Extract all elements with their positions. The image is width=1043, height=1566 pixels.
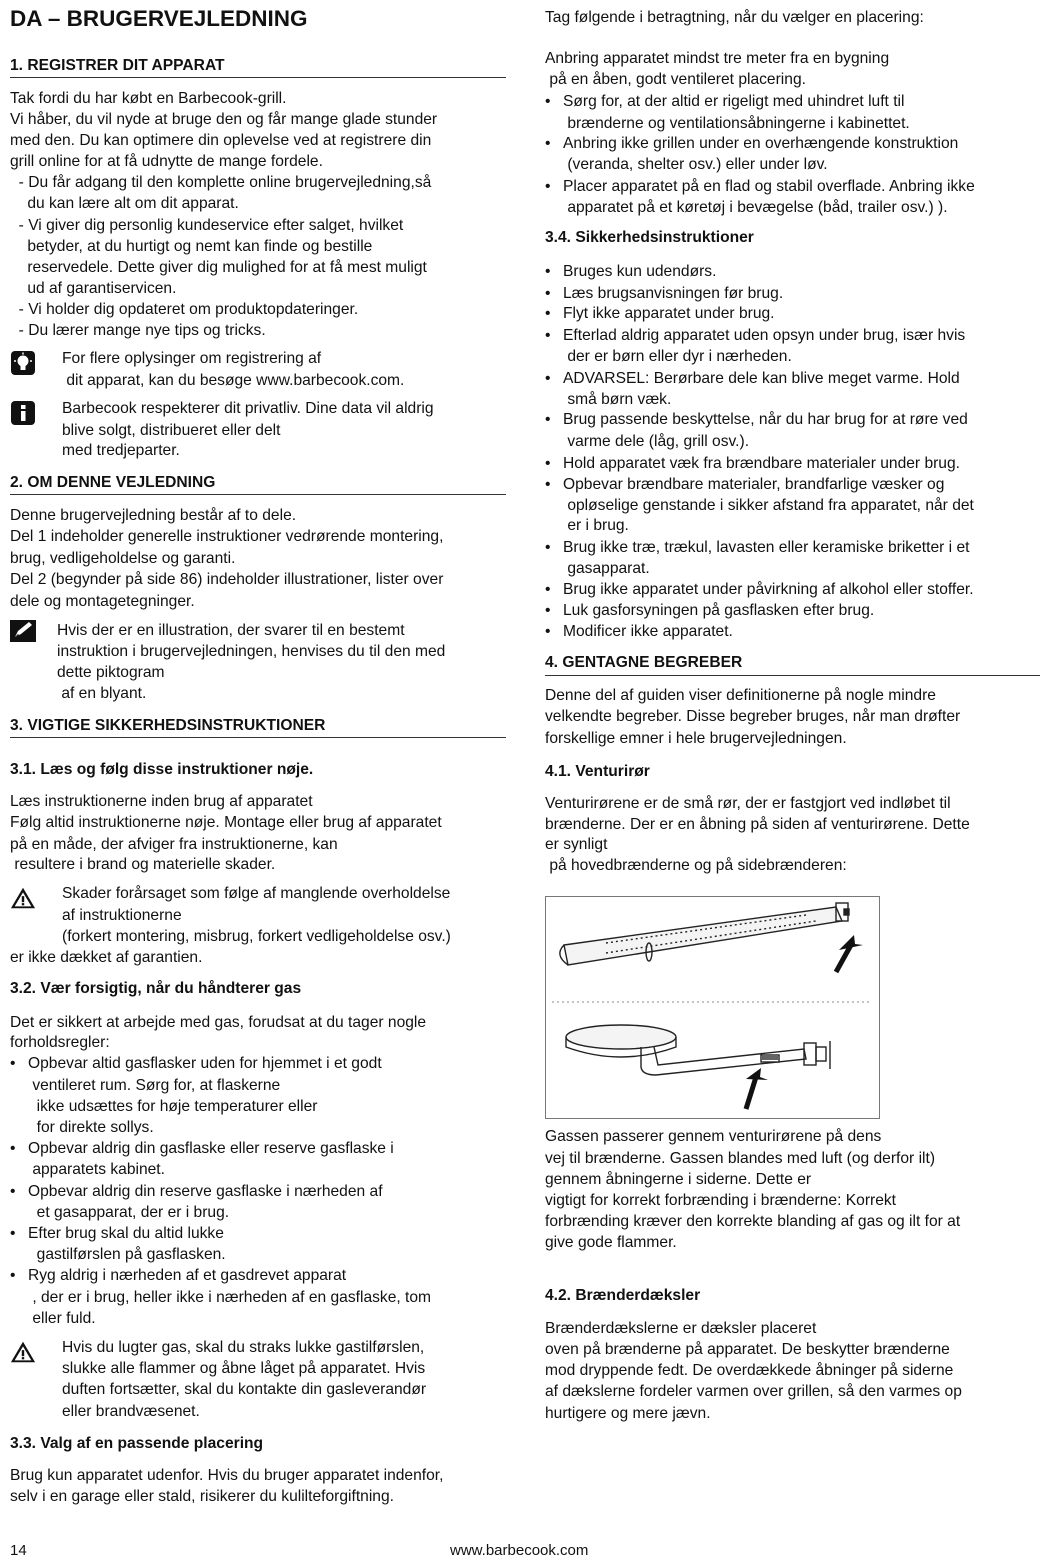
s41-after-line: vej til brænderne. Gassen blandes med luft (og derfor ilt) [545, 1150, 936, 1167]
s41-after-line: forbrænding kræver den korrekte blanding af gas og ilt for at [545, 1213, 961, 1230]
bullet-dot: • [545, 285, 551, 302]
s33-right-intro: Tag følgende i betragtning, når du vælger en placering: [545, 9, 924, 26]
s1-line: - Du lærer mange nye tips og tricks. [10, 322, 266, 339]
s34-bullet-line: Bruges kun udendørs. [563, 263, 717, 280]
bullet-dot: • [545, 623, 551, 640]
s33-right-line: på en åben, godt ventileret placering. [545, 71, 806, 88]
s33-right-line: Anbring apparatet mindst tre meter fra en bygning [545, 50, 890, 67]
s1-line: Vi håber, du vil nyde at bruge den og får mange glade stunder [10, 111, 438, 128]
s34-bullet-line: Flyt ikke apparatet under brug. [563, 305, 775, 322]
s34-bullet-line: er i brug. [563, 517, 629, 534]
pencil-icon [10, 620, 36, 642]
s33-bullet-line: (veranda, shelter osv.) eller under løv. [563, 156, 828, 173]
s42-line: Brænderdækslerne er dæksler placeret [545, 1320, 817, 1337]
bullet-dot: • [10, 1225, 16, 1242]
section-3-heading: 3. VIGTIGE SIKKERHEDSINSTRUKTIONER [10, 717, 326, 734]
s34-bullet-line: Brug ikke træ, trækul, lavasten eller keramiske briketter i et [563, 539, 970, 556]
warning-line: Hvis du lugter gas, skal du straks lukke gastilførslen, [62, 1339, 425, 1356]
info-line: Barbecook respekterer dit privatliv. Dine data vil aldrig [62, 400, 434, 417]
s42-line: oven på brænderne på apparatet. De beskytter brænderne [545, 1341, 950, 1358]
s41-line: brænderne. Der er en åbning på siden af venturirørene. Dette [545, 816, 970, 833]
warning-line: duften fortsætter, skal du kontakte din gasleverandør [62, 1381, 427, 1398]
page-title: DA – BRUGERVEJLEDNING [10, 6, 308, 31]
pencil-line: instruktion i brugervejledningen, henvises du til den med [57, 643, 446, 660]
subsection-3-2-heading: 3.2. Vær forsigtig, når du håndterer gas [10, 980, 302, 997]
bullet-dot: • [545, 411, 551, 428]
subsection-3-4-heading: 3.4. Sikkerhedsinstruktioner [545, 229, 754, 246]
section-4-rule [545, 675, 1040, 676]
s32-bullet-line: Opbevar aldrig din gasflaske eller reserve gasflaske i [28, 1140, 394, 1157]
s1-line: grill online for at få udnytte de mange fordele. [10, 153, 323, 170]
s33-line: Brug kun apparatet udenfor. Hvis du bruger apparatet indenfor, [10, 1467, 444, 1484]
s34-bullet-line: opløselige genstande i sikker afstand fra apparatet, når det [563, 497, 974, 514]
section-2-rule [10, 494, 506, 495]
venturi-drawing [546, 897, 879, 1118]
s32-bullet-line: Ryg aldrig i nærheden af et gasdrevet apparat [28, 1267, 347, 1284]
s32-bullet-line: ikke udsættes for høje temperaturer eller [28, 1098, 318, 1115]
s1-line: du kan lære alt om dit apparat. [10, 195, 239, 212]
section-1-rule [10, 77, 506, 78]
pencil-line: af en blyant. [57, 685, 147, 702]
section-2-heading: 2. OM DENNE VEJLEDNING [10, 474, 216, 491]
bullet-dot: • [10, 1267, 16, 1284]
s1-line: med den. Du kan optimere din oplevelse ved at registrere din [10, 132, 432, 149]
pencil-line: dette piktogram [57, 664, 165, 681]
bullet-dot: • [545, 602, 551, 619]
s1-line: - Vi giver dig personlig kundeservice efter salget, hvilket [10, 217, 404, 234]
s42-line: af dækslerne fordeler varmen over grillen, så den varmes op [545, 1383, 962, 1400]
s32-line: forholdsregler: [10, 1034, 110, 1051]
s32-bullet-line: eller fuld. [28, 1310, 96, 1327]
bullet-dot: • [545, 370, 551, 387]
bullet-dot: • [10, 1055, 16, 1072]
section-1-heading: 1. REGISTRER DIT APPARAT [10, 57, 225, 74]
s34-bullet-line: Luk gasforsyningen på gasflasken efter brug. [563, 602, 875, 619]
s41-after-line: give gode flammer. [545, 1234, 677, 1251]
bullet-dot: • [545, 263, 551, 280]
s1-line: Tak fordi du har købt en Barbecook-grill. [10, 90, 287, 107]
s32-bullet-line: apparatets kabinet. [28, 1161, 165, 1178]
s1-line: - Vi holder dig opdateret om produktopdateringer. [10, 301, 359, 318]
s4-line: velkendte begreber. Disse begreber bruges, når man drøfter [545, 708, 961, 725]
pencil-line: Hvis der er en illustration, der svarer til en bestemt [57, 622, 405, 639]
bullet-dot: • [545, 455, 551, 472]
s34-bullet-line: gasapparat. [563, 560, 650, 577]
subsection-3-1-heading: 3.1. Læs og følg disse instruktioner nøje. [10, 761, 314, 778]
s41-line: på hovedbrænderne og på sidebrænderen: [545, 857, 847, 874]
bullet-dot: • [545, 305, 551, 322]
s41-after-line: gennem åbningerne i siderne. Dette er [545, 1171, 812, 1188]
s42-line: hurtigere og mere jævn. [545, 1405, 711, 1422]
s33-bullet-line: apparatet på et køretøj i bevægelse (båd, trailer osv.) ). [563, 199, 948, 216]
s34-bullet-line: små børn væk. [563, 391, 672, 408]
s31-line: er ikke dækket af garantien. [10, 949, 203, 966]
warning-line: af instruktionerne [62, 907, 182, 924]
warning-line: eller brandvæsenet. [62, 1403, 200, 1420]
s34-bullet-line: Brug passende beskyttelse, når du har brug for at røre ved [563, 411, 968, 428]
s4-line: Denne del af guiden viser definitionerne på nogle mindre [545, 687, 936, 704]
bullet-dot: • [545, 581, 551, 598]
s4-line: forskellige emner i hele brugervejledningen. [545, 730, 847, 747]
s34-bullet-line: der er børn eller dyr i nærheden. [563, 348, 792, 365]
s41-line: er synligt [545, 836, 608, 853]
warning-line: slukke alle flammer og åbne låget på apparatet. Hvis [62, 1360, 426, 1377]
subsection-3-3-heading: 3.3. Valg af en passende placering [10, 1435, 264, 1452]
s32-bullet-line: et gasapparat, der er i brug. [28, 1204, 230, 1221]
warning-line: (forkert montering, misbrug, forkert vedligeholdelse osv.) [62, 928, 451, 945]
s33-bullet-line: Placer apparatet på en flad og stabil overflade. Anbring ikke [563, 178, 975, 195]
page-number: 14 [10, 1542, 27, 1559]
s34-bullet-line: Efterlad aldrig apparatet uden opsyn under brug, især hvis [563, 327, 966, 344]
section-4-heading: 4. GENTAGNE BEGREBER [545, 654, 743, 671]
s1-line: - Du får adgang til den komplette online brugervejledning,så [10, 174, 432, 191]
s34-bullet-line: Opbevar brændbare materialer, brandfarlige væsker og [563, 476, 945, 493]
s1-line: reservedele. Dette giver dig mulighed for at få mest muligt [10, 259, 427, 276]
bullet-dot: • [545, 327, 551, 344]
s2-line: dele og montagetegninger. [10, 593, 195, 610]
footer-website-link[interactable]: www.barbecook.com [450, 1542, 589, 1559]
s2-line: Del 2 (begynder på side 86) indeholder illustrationer, lister over [10, 571, 444, 588]
warning-icon [10, 1339, 36, 1365]
s34-bullet-line: varme dele (låg, grill osv.). [563, 433, 750, 450]
bullet-dot: • [545, 539, 551, 556]
s31-line: Følg altid instruktionerne nøje. Montage eller brug af apparatet [10, 814, 442, 831]
warning-line: Skader forårsaget som følge af manglende overholdelse [62, 885, 451, 902]
s34-bullet-line: Brug ikke apparatet under påvirkning af alkohol eller stoffer. [563, 581, 974, 598]
s34-bullet-line: Læs brugsanvisningen før brug. [563, 285, 784, 302]
s1-line: betyder, at du hurtigt og nemt kan finde og bestille [10, 238, 373, 255]
s32-bullet-line: gastilførslen på gasflasken. [28, 1246, 226, 1263]
s31-line: Læs instruktionerne inden brug af apparatet [10, 793, 313, 810]
s34-bullet-line: ADVARSEL: Berørbare dele kan blive meget varme. Hold [563, 370, 960, 387]
s41-line: Venturirørene er de små rør, der er fastgjort ved indløbet til [545, 795, 951, 812]
s31-line: på en måde, der afviger fra instruktionerne, kan [10, 836, 338, 853]
s33-bullet-line: brænderne og ventilationsåbningerne i kabinettet. [563, 115, 910, 132]
bullet-dot: • [545, 178, 551, 195]
s33-line: selv i en garage eller stald, risikerer du kulilteforgiftning. [10, 1488, 394, 1505]
s32-bullet-line: Opbevar altid gasflasker uden for hjemmet i et godt [28, 1055, 382, 1072]
subsection-4-2-heading: 4.2. Brænderdæksler [545, 1287, 701, 1304]
s33-bullet-line: Sørg for, at der altid er rigeligt med uhindret luft til [563, 93, 905, 110]
s32-bullet-line: Efter brug skal du altid lukke [28, 1225, 224, 1242]
s32-bullet-line: , der er i brug, heller ikke i nærheden af en gasflaske, tom [28, 1289, 432, 1306]
tip-line: dit apparat, kan du besøge www.barbecook.com. [62, 372, 405, 389]
s41-after-line: Gassen passerer gennem venturirørene på dens [545, 1128, 882, 1145]
subsection-4-1-heading: 4.1. Venturirør [545, 763, 650, 780]
bullet-dot: • [545, 476, 551, 493]
s42-line: mod dryppende fedt. De overdækkede åbninger på siderne [545, 1362, 954, 1379]
s34-bullet-line: Modificer ikke apparatet. [563, 623, 733, 640]
s2-line: Del 1 indeholder generelle instruktioner vedrørende montering, [10, 528, 444, 545]
s2-line: Denne brugervejledning består af to dele. [10, 507, 297, 524]
lightbulb-tip-icon [10, 350, 36, 376]
info-line: med tredjeparter. [62, 442, 180, 459]
s41-after-line: vigtigt for korrekt forbrænding i brænderne: Korrekt [545, 1192, 897, 1209]
s33-bullet-line: Anbring ikke grillen under en overhængende konstruktion [563, 135, 959, 152]
bullet-dot: • [10, 1183, 16, 1200]
info-icon [10, 400, 36, 426]
s31-line: resultere i brand og materielle skader. [10, 856, 276, 873]
venturi-illustration [545, 896, 880, 1119]
s34-bullet-line: Hold apparatet væk fra brændbare materialer under brug. [563, 455, 960, 472]
warning-icon [10, 885, 36, 911]
s32-bullet-line: ventileret rum. Sørg for, at flaskerne [28, 1077, 281, 1094]
s2-line: brug, vedligeholdelse og garanti. [10, 550, 236, 567]
bullet-dot: • [545, 135, 551, 152]
s32-line: Det er sikkert at arbejde med gas, forudsat at du tager nogle [10, 1014, 427, 1031]
s1-line: ud af garantiservicen. [10, 280, 177, 297]
bullet-dot: • [10, 1140, 16, 1157]
info-line: blive solgt, distribueret eller delt [62, 422, 281, 439]
s32-bullet-line: Opbevar aldrig din reserve gasflaske i nærheden af [28, 1183, 383, 1200]
s32-bullet-line: for direkte sollys. [28, 1119, 154, 1136]
section-3-rule [10, 737, 506, 738]
tip-line: For flere oplysinger om registrering af [62, 350, 322, 367]
bullet-dot: • [545, 93, 551, 110]
